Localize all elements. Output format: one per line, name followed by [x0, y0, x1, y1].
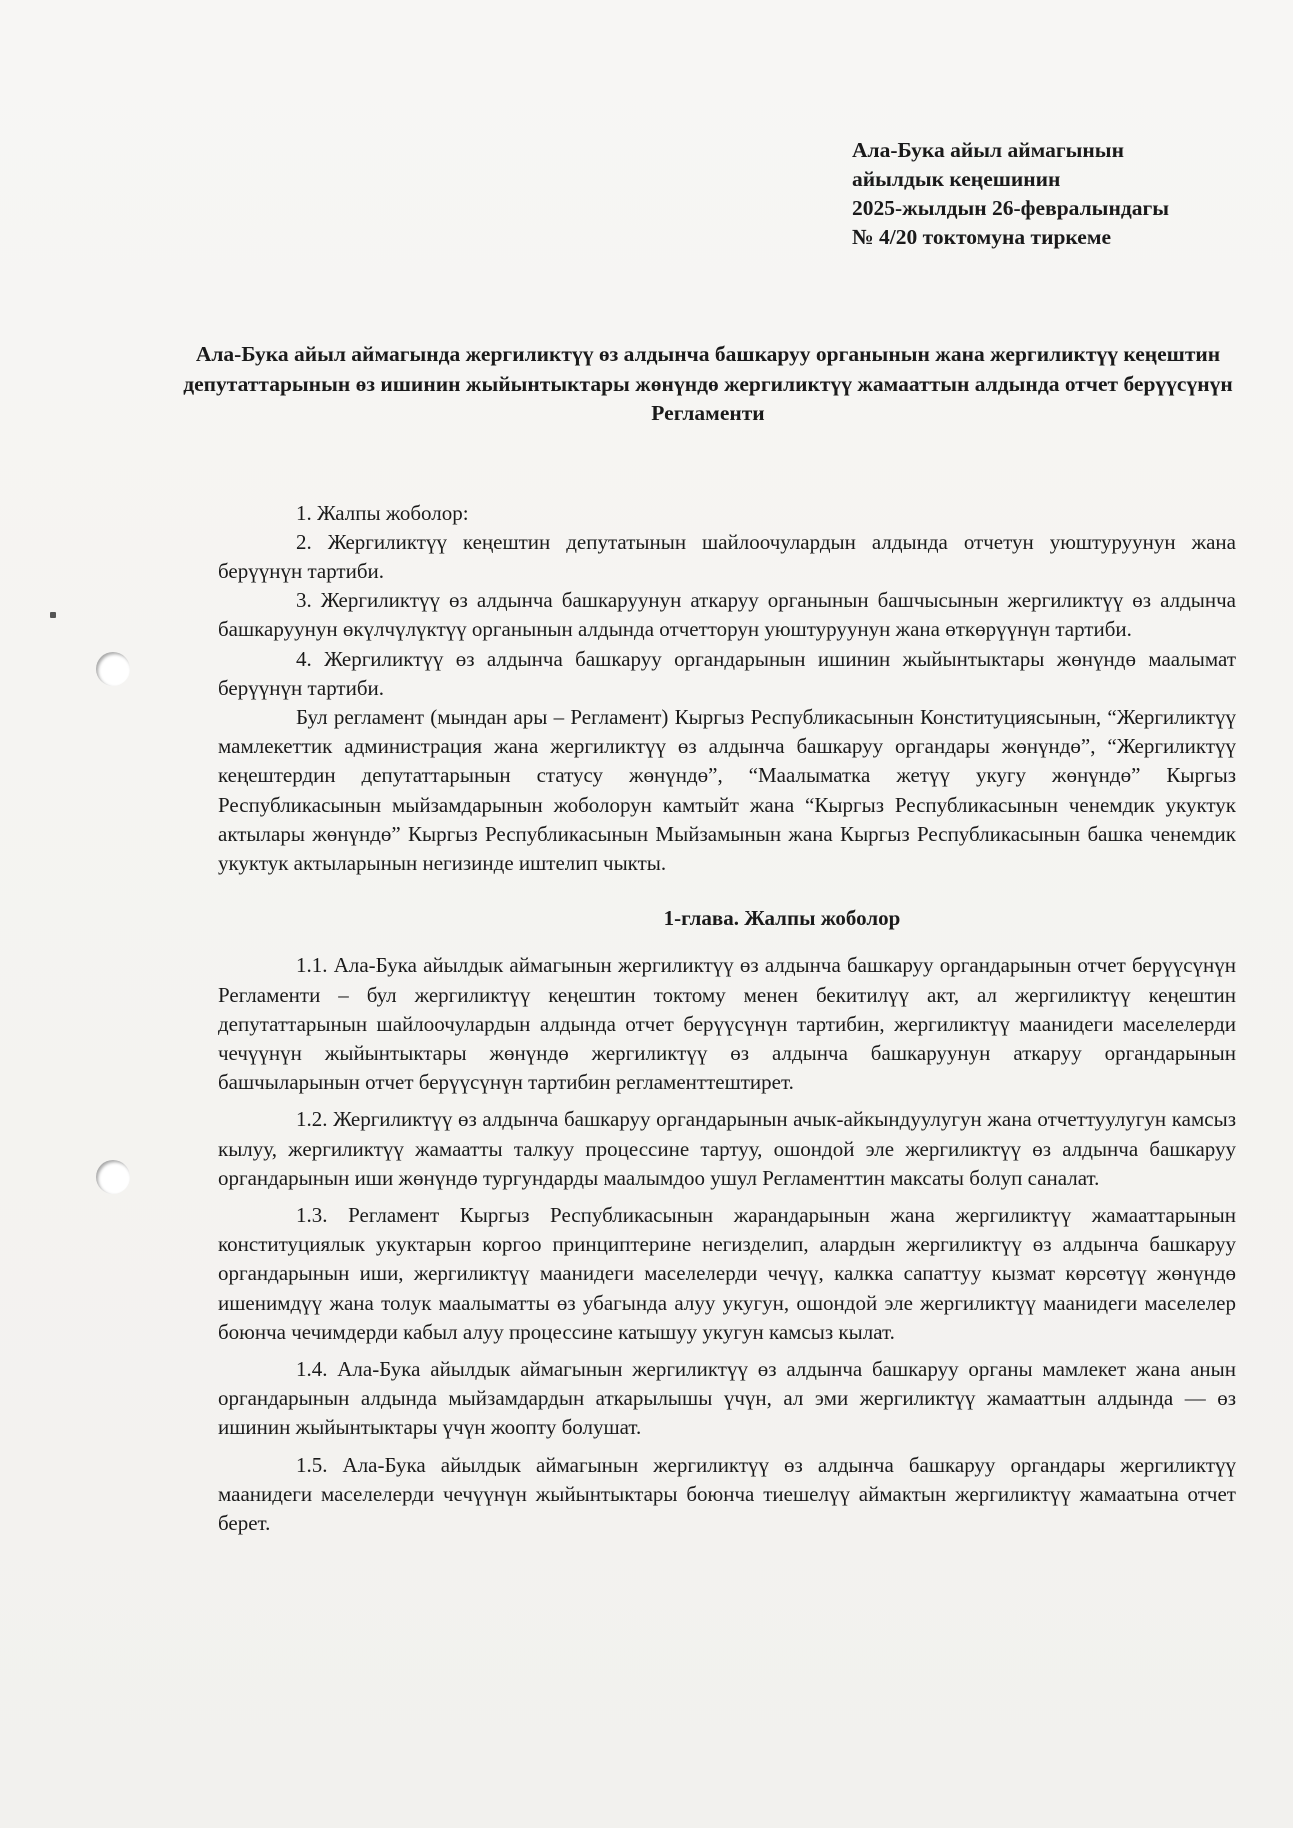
paragraph: 1.1. Ала-Бука айылдык аймагынын жергиликтүү өз алдынча башкаруу органдарынын отчет берүүсүнүн Регламенти – бул жергиликтүү кеңештин токтому менен бекитилүү акт, ал жергиликтүү кеңештин депутаттарынын шайлоочулардын алдында отчет берүүсүнүн тартибин, жергиликтүү маанидеги маселелерди чечүүнүн жыйынтыктары жөнүндө жергиликтүү өз алдынча башкаруунун аткаруу органдарынын башчыларынын отчет берүүсүнүн тартибин регламенттештирет.	[218, 953, 1236, 1095]
attachment-line: № 4/20 токтомуна тиркеме	[852, 225, 1112, 249]
paragraph: 1.5. Ала-Бука айылдык аймагынын жергиликтүү өз алдынча башкаруу органдары жергиликтүү маанидеги маселелерди чечүүнүн жыйынтыктары боюнча тиешелүү аймактын жергиликтүү жамаатына отчет берет.	[218, 1452, 1236, 1535]
document-body	[183, 340, 1236, 1546]
toc-item: 1. Жалпы жоболор:	[296, 500, 469, 525]
attachment-line: айылдык кеңешинин	[852, 167, 1061, 191]
attachment-line: Ала-Бука айыл аймагынын	[852, 138, 1124, 162]
paragraph: 1.4. Ала-Бука айылдык аймагынын жергиликтүү өз алдынча башкаруу органы мамлекет жана анын органдарынын алдында мыйзамдардын аткарылышы үчүн, ал эми жергиликтүү жамааттын алдында — өз ишинин жыйынтыктары үчүн жоопту болушат.	[218, 1356, 1236, 1440]
toc-item: 3. Жергиликтүү өз алдынча башкаруунун аткаруу органынын башчысынын жергиликтүү өз алдынча башкаруунун өкүлчүлүктүү органынын алдында отчетторун уюштуруунун жана өткөрүүнүн тартиби.	[218, 588, 1236, 642]
attachment-line: 2025-жылдын 26-февралындагы	[852, 196, 1170, 220]
punch-hole	[96, 1160, 130, 1194]
chapter-title: 1-глава. Жалпы жоболор	[663, 906, 901, 931]
table-of-contents	[218, 499, 1236, 703]
toc-item: 4. Жергиликтүү өз алдынча башкаруу органдарынын ишинин жыйынтыктары жөнүндө маалымат берүүнүн тартиби.	[218, 646, 1236, 700]
punch-hole	[96, 652, 130, 686]
document-title: Ала-Бука айыл аймагында жергиликтүү өз алдынча башкаруу органынын жана жергиликтүү кеңештин депутаттарынын өз ишинин жыйынтыктары жөнүндө жергиликтүү жамааттын алдында отчет берүүсүнүн Регламенти	[183, 342, 1233, 425]
paragraph: 1.3. Регламент Кыргыз Республикасынын жарандарынын жанa жергиликтүү жамааттарынын конституциялык укуктарын коргоо принциптерине негизделип, алардын жергиликтүү өз алдынча башкаруу органдарынын иши, жергиликтүү маанидеги маселелерди чечүү, калкка сапаттуу кызмат көрсөтүү жөнүндө ишенимдүү жана толук маалыматты өз убагында алуу укугун, ошондой эле жергиликтүү маанидеги маселелер боюнча чечимдерди кабыл алуу процессине катышуу укугун камсыз кылат.	[218, 1202, 1236, 1344]
attachment-header	[852, 136, 1252, 252]
paragraph: 1.2. Жергиликтүү өз алдынча башкаруу органдарынын ачык-айкындуулугун жана отчеттуулугун камсыз кылуу, жергиликтүү жамаатты талкуу процессине тартуу, ошондой эле жергиликтүү өз алдынча башкаруу органдарынын иши жөнүндө тургундарды маалымдоо ушул Регламенттин максаты болуп саналат.	[218, 1107, 1236, 1190]
preamble-paragraph: Бул регламент (мындан ары – Регламент) Кыргыз Республикасынын Конституциясынын, “Жергиликтүү мамлекеттик администрация жана жергиликтүү өз алдынча башкаруу органдары жөнүндө”, “Жергиликтүү кеңештердин депутаттарынын статусу жөнүндө”, “Маалыматка жетүү укугу жөнүндө” Кыргыз Республикасынын мыйзамдарынын жоболорун камтыйт жана “Кыргыз Республикасынын ченемдик укуктук актылары жөнүндө” Кыргыз Республикасынын Мыйзамынын жана Кыргыз Республикасынын башка ченемдик укуктук актыларынын негизинде иштелип чыкты.	[218, 704, 1236, 875]
toc-item: 2. Жергиликтүү кеңештин депутатынын шайлоочулардын алдында отчетун уюштуруунун жана берүүнүн тартиби.	[218, 529, 1236, 583]
scan-mark	[50, 612, 56, 618]
